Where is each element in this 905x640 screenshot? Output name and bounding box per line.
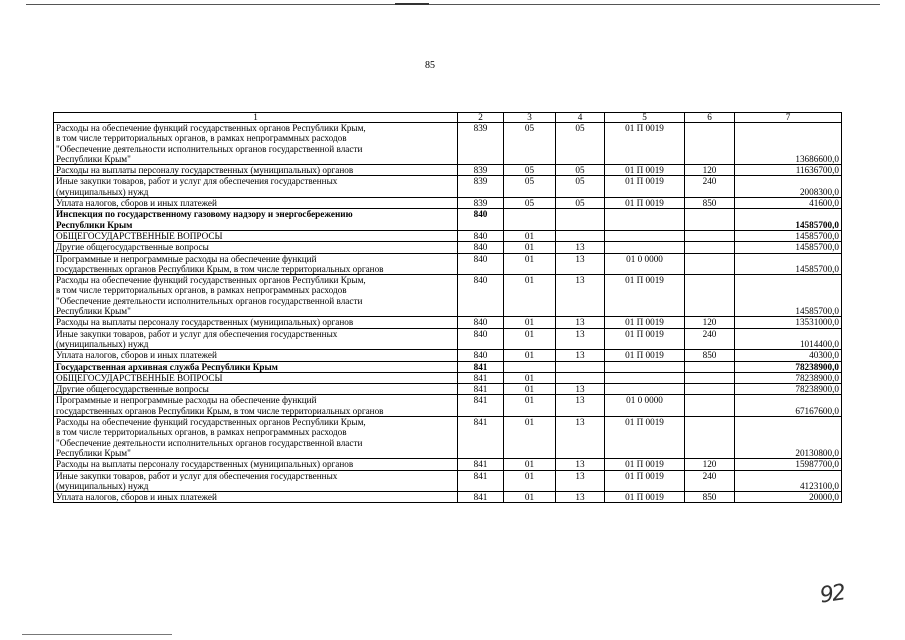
bottom-scan-rule (22, 634, 172, 635)
target-article-code: 01 П 0019 (605, 176, 685, 198)
subsection-code (556, 209, 605, 231)
table-row (54, 372, 842, 383)
row-description (54, 198, 458, 209)
target-article-code (605, 372, 685, 383)
row-description-line: Другие общегосударственные вопросы (56, 242, 209, 253)
amount: 4123100,0 (735, 470, 842, 492)
subsection-code: 13 (556, 275, 605, 317)
table-row (54, 350, 842, 361)
target-article-code: 01 0 0000 (605, 395, 685, 417)
amount: 2008300,0 (735, 176, 842, 198)
section-code: 01 (504, 328, 556, 350)
page-number: 85 (425, 60, 435, 71)
header-col-6: 6 (685, 113, 735, 123)
subsection-code: 13 (556, 492, 605, 503)
amount: 20130800,0 (735, 417, 842, 459)
subsection-code: 13 (556, 242, 605, 253)
ministry-code: 840 (458, 230, 504, 241)
target-article-code (605, 242, 685, 253)
ministry-code: 841 (458, 384, 504, 395)
ministry-code: 839 (458, 123, 504, 165)
header-col-5: 5 (605, 113, 685, 123)
row-description (54, 275, 458, 317)
amount: 13531000,0 (735, 317, 842, 328)
section-code: 01 (504, 372, 556, 383)
subsection-code: 13 (556, 328, 605, 350)
target-article-code (605, 361, 685, 372)
row-description (54, 317, 458, 328)
row-description-line: Республики Крым" (56, 306, 131, 317)
row-description-line: Государственная архивная служба Республики Крым (56, 361, 278, 372)
expense-type-code (685, 209, 735, 231)
row-description-line: Республики Крым" (56, 153, 131, 164)
target-article-code: 01 П 0019 (605, 123, 685, 165)
ministry-code: 839 (458, 198, 504, 209)
amount: 14585700,0 (735, 253, 842, 275)
subsection-code: 05 (556, 176, 605, 198)
target-article-code (605, 230, 685, 241)
amount: 41600,0 (735, 198, 842, 209)
row-description-line: в том числе территориальных органов, в рамках непрограммных расходов (56, 427, 347, 438)
table-row (54, 242, 842, 253)
header-col-7: 7 (735, 113, 842, 123)
table-row (54, 317, 842, 328)
top-scan-rule (26, 4, 880, 5)
amount: 40300,0 (735, 350, 842, 361)
row-description-line: "Обеспечение деятельности исполнительных органов государственной власти (56, 295, 363, 306)
row-description-line: Программные и непрограммные расходы на обеспечение функций (56, 395, 317, 406)
table-row (54, 328, 842, 350)
row-description-line: Расходы на обеспечение функций государственных органов Республики Крым, (56, 417, 366, 428)
subsection-code: 05 (556, 198, 605, 209)
table-row (54, 361, 842, 372)
row-description (54, 123, 458, 165)
row-description-line: Расходы на обеспечение функций государственных органов Республики Крым, (56, 123, 366, 133)
ministry-code: 839 (458, 165, 504, 176)
row-description-line: Расходы на выплаты персоналу государственных (муниципальных) органов (56, 317, 354, 328)
row-description-line: "Обеспечение деятельности исполнительных органов государственной власти (56, 437, 363, 448)
section-code: 01 (504, 417, 556, 459)
section-code: 01 (504, 350, 556, 361)
row-description-line: ОБЩЕГОСУДАРСТВЕННЫЕ ВОПРОСЫ (56, 230, 223, 241)
subsection-code: 13 (556, 350, 605, 361)
expense-type-code (685, 372, 735, 383)
row-description (54, 417, 458, 459)
ministry-code: 840 (458, 350, 504, 361)
row-description-line: Иные закупки товаров, работ и услуг для обеспечения государственных (56, 176, 338, 187)
target-article-code (605, 209, 685, 231)
ministry-code: 840 (458, 242, 504, 253)
expense-type-code: 120 (685, 165, 735, 176)
row-description-line: Инспекция по государственному газовому надзору и энергосбережению (56, 209, 353, 220)
row-description (54, 470, 458, 492)
expense-type-code (685, 417, 735, 459)
ministry-code: 840 (458, 209, 504, 231)
target-article-code: 01 П 0019 (605, 470, 685, 492)
subsection-code: 13 (556, 417, 605, 459)
table-row (54, 198, 842, 209)
amount: 78238900,0 (735, 384, 842, 395)
section-code: 01 (504, 492, 556, 503)
table-row (54, 230, 842, 241)
amount: 20000,0 (735, 492, 842, 503)
subsection-code (556, 372, 605, 383)
row-description-line: (муниципальных) нужд (56, 338, 149, 349)
section-code: 01 (504, 395, 556, 417)
ministry-code: 841 (458, 492, 504, 503)
row-description-line: Расходы на выплаты персоналу государственных (муниципальных) органов (56, 459, 354, 470)
row-description (54, 492, 458, 503)
target-article-code: 01 П 0019 (605, 350, 685, 361)
amount: 1014400,0 (735, 328, 842, 350)
table-row (54, 492, 842, 503)
section-code: 01 (504, 253, 556, 275)
row-description (54, 253, 458, 275)
expense-type-code: 120 (685, 317, 735, 328)
section-code: 01 (504, 470, 556, 492)
header-col-1: 1 (54, 113, 458, 123)
row-description-line: Расходы на обеспечение функций государственных органов Республики Крым, (56, 275, 366, 286)
row-description (54, 209, 458, 231)
ministry-code: 841 (458, 470, 504, 492)
row-description (54, 165, 458, 176)
section-code: 05 (504, 176, 556, 198)
table-row (54, 395, 842, 417)
row-description-line: государственных органов Республики Крым, в том числе территориальных органов (56, 263, 384, 274)
top-scan-mark (395, 3, 429, 5)
amount: 14585700,0 (735, 242, 842, 253)
expense-type-code (685, 230, 735, 241)
row-description (54, 361, 458, 372)
section-code: 01 (504, 275, 556, 317)
row-description-line: Иные закупки товаров, работ и услуг для обеспечения государственных (56, 470, 338, 481)
expense-type-code: 240 (685, 470, 735, 492)
target-article-code: 01 П 0019 (605, 198, 685, 209)
subsection-code (556, 230, 605, 241)
section-code: 01 (504, 230, 556, 241)
amount: 14585700,0 (735, 209, 842, 231)
expense-type-code (685, 275, 735, 317)
section-code: 01 (504, 384, 556, 395)
ministry-code: 840 (458, 328, 504, 350)
subsection-code: 13 (556, 459, 605, 470)
expense-type-code: 120 (685, 459, 735, 470)
expense-type-code: 850 (685, 350, 735, 361)
row-description-line: Уплата налогов, сборов и иных платежей (56, 198, 217, 209)
row-description-line: Другие общегосударственные вопросы (56, 384, 209, 395)
target-article-code: 01 П 0019 (605, 275, 685, 317)
row-description (54, 372, 458, 383)
row-description-line: Уплата налогов, сборов и иных платежей (56, 492, 217, 503)
subsection-code: 13 (556, 470, 605, 492)
section-code (504, 209, 556, 231)
row-description (54, 384, 458, 395)
table-row (54, 253, 842, 275)
section-code: 01 (504, 242, 556, 253)
section-code: 01 (504, 459, 556, 470)
section-code: 05 (504, 198, 556, 209)
expense-type-code (685, 361, 735, 372)
row-description-line: ОБЩЕГОСУДАРСТВЕННЫЕ ВОПРОСЫ (56, 372, 223, 383)
header-col-2: 2 (458, 113, 504, 123)
amount: 78238900,0 (735, 372, 842, 383)
table-header-row (54, 113, 842, 123)
expense-type-code: 850 (685, 492, 735, 503)
ministry-code: 840 (458, 253, 504, 275)
expense-type-code (685, 384, 735, 395)
amount: 14585700,0 (735, 230, 842, 241)
row-description (54, 328, 458, 350)
row-description (54, 230, 458, 241)
ministry-code: 840 (458, 275, 504, 317)
row-description-line: Уплата налогов, сборов и иных платежей (56, 350, 217, 361)
subsection-code (556, 361, 605, 372)
ministry-code: 841 (458, 372, 504, 383)
subsection-code: 13 (556, 384, 605, 395)
table-row (54, 123, 842, 165)
expense-type-code: 850 (685, 198, 735, 209)
expense-type-code (685, 253, 735, 275)
ministry-code: 841 (458, 361, 504, 372)
budget-table (53, 112, 842, 503)
table-row (54, 459, 842, 470)
target-article-code: 01 0 0000 (605, 253, 685, 275)
target-article-code: 01 П 0019 (605, 417, 685, 459)
amount: 11636700,0 (735, 165, 842, 176)
row-description-line: (муниципальных) нужд (56, 186, 149, 197)
subsection-code: 05 (556, 123, 605, 165)
expense-type-code: 240 (685, 176, 735, 198)
row-description-line: государственных органов Республики Крым, в том числе территориальных органов (56, 405, 384, 416)
row-description (54, 350, 458, 361)
row-description-line: Расходы на выплаты персоналу государственных (муниципальных) органов (56, 165, 354, 176)
amount: 15987700,0 (735, 459, 842, 470)
subsection-code: 13 (556, 253, 605, 275)
table-row (54, 417, 842, 459)
row-description-line: Республики Крым (56, 219, 133, 230)
table-row (54, 275, 842, 317)
amount: 78238900,0 (735, 361, 842, 372)
section-code: 05 (504, 123, 556, 165)
row-description-line: (муниципальных) нужд (56, 480, 149, 491)
row-description (54, 242, 458, 253)
row-description (54, 176, 458, 198)
section-code: 05 (504, 165, 556, 176)
ministry-code: 841 (458, 395, 504, 417)
ministry-code: 841 (458, 417, 504, 459)
table-row (54, 209, 842, 231)
table-row (54, 176, 842, 198)
row-description (54, 459, 458, 470)
amount: 67167600,0 (735, 395, 842, 417)
handwritten-page-mark: 92 (818, 580, 846, 609)
row-description-line: Республики Крым" (56, 447, 131, 458)
ministry-code: 841 (458, 459, 504, 470)
row-description-line: Иные закупки товаров, работ и услуг для обеспечения государственных (56, 328, 338, 339)
target-article-code: 01 П 0019 (605, 328, 685, 350)
subsection-code: 13 (556, 317, 605, 328)
table-row (54, 384, 842, 395)
header-col-3: 3 (504, 113, 556, 123)
expense-type-code: 240 (685, 328, 735, 350)
subsection-code: 05 (556, 165, 605, 176)
table-body (54, 113, 842, 503)
amount: 14585700,0 (735, 275, 842, 317)
row-description-line: "Обеспечение деятельности исполнительных органов государственной власти (56, 143, 363, 154)
row-description-line: в том числе территориальных органов, в рамках непрограммных расходов (56, 285, 347, 296)
target-article-code (605, 384, 685, 395)
target-article-code: 01 П 0019 (605, 165, 685, 176)
section-code (504, 361, 556, 372)
expense-type-code (685, 242, 735, 253)
section-code: 01 (504, 317, 556, 328)
row-description (54, 395, 458, 417)
row-description-line: Программные и непрограммные расходы на обеспечение функций (56, 253, 317, 264)
table-row (54, 165, 842, 176)
row-description-line: в том числе территориальных органов, в рамках непрограммных расходов (56, 133, 347, 144)
subsection-code: 13 (556, 395, 605, 417)
header-col-4: 4 (556, 113, 605, 123)
ministry-code: 839 (458, 176, 504, 198)
ministry-code: 840 (458, 317, 504, 328)
target-article-code: 01 П 0019 (605, 492, 685, 503)
table-row (54, 470, 842, 492)
expense-type-code (685, 395, 735, 417)
target-article-code: 01 П 0019 (605, 459, 685, 470)
amount: 13686600,0 (735, 123, 842, 165)
expense-type-code (685, 123, 735, 165)
target-article-code: 01 П 0019 (605, 317, 685, 328)
